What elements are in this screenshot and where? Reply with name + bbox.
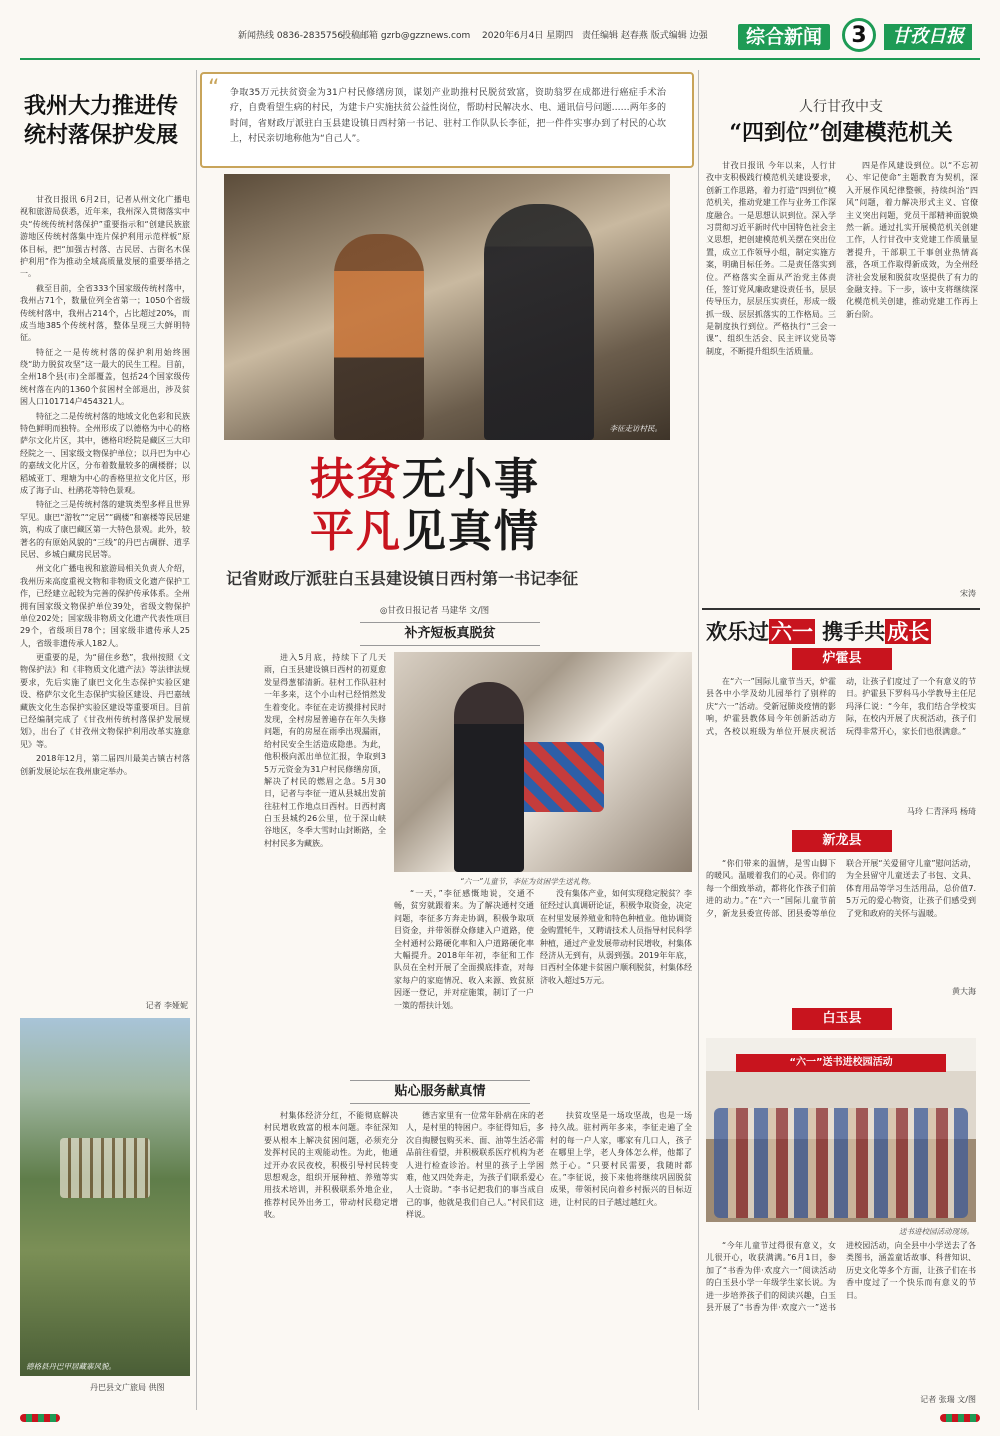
- right-top-story: [702, 70, 980, 610]
- headline-1b: 无小事: [402, 454, 540, 505]
- sub-heading-2: 贴心服务献真情: [350, 1080, 530, 1104]
- left-para: 特征之二是传统村落的地域文化色彩和民族特色鲜明而独特。全州形成了以德格为中心的格萨尔文化片区，其中，德格印经院是藏区三大印经院之一、国家级文物保护单位；以丹巴为中心的嘉绒文化片区，分布着数量较多的碉楼群；以稻城亚丁、理塘为中心的香格里拉文化片区，形成了海子山、杜鹃花等特色景观。: [20, 411, 190, 495]
- headline-2b: 见真情: [402, 506, 540, 557]
- column-divider: [698, 70, 699, 1410]
- footer-strip: [20, 1414, 980, 1424]
- feature-title-c: 携手共: [815, 619, 886, 644]
- feature-title: [706, 616, 980, 646]
- headline-line-1: [310, 454, 540, 505]
- intro-quote-icon: “: [208, 76, 220, 101]
- main-col-5: 德吉家里有一位常年卧病在床的老人，是村里的特困户。李征得知后，多次自掏腰包购买米、面、油等生活必需品前往看望，并积极联系医疗机构为老人进行检查诊治。村里的孩子上学困难，他又四处奔走，为孩子们联系爱心人士资助。“李书记把我们的事当成自己的事，他就是我们自己人。”村民们这样说。: [406, 1111, 544, 1220]
- header-date: 2020年6月4日 星期四: [482, 31, 574, 41]
- luhuo-text: 在“六一”国际儿童节当天，炉霍县各中小学及幼儿园举行了别样的庆“六一”活动。受新冠肺炎疫情的影响，炉霍县教体局今年创新活动方式，各校以班级为单位开展庆祝活动，让孩子们度过了一个有意义的节日。护霍县下罗科马小学教导主任尼玛泽仁说：“今年，我们结合学校实际，在校内开展了庆祝活动，孩子们玩得非常开心，家长们也很满意。”: [706, 677, 976, 736]
- baiyu-photo: [706, 1038, 976, 1222]
- right-top-col-1: 甘孜日报讯 今年以来，人行甘孜中支积极践行模范机关建设要求，创新工作思路，着力打造“四到位”模范机关，推动党建工作与业务工作深度融合。一是思想认识到位。深入学习贯彻习近平新时代中国特色社会主义思想，把创建模范机关摆在突出位置，成立工作领导小组，制定实施方案，明确目标任务。二是责任落实到位。严格落实全面从严治党主体责任，签订党风廉政建设责任书，层层传导压力，层层压实责任，形成一级抓一级、层层抓落实的工作格局。三是制度执行到位。严格执行“三会一课”、组织生活会、民主评议党员等制度，不断提升组织生活质量。: [706, 161, 836, 356]
- left-story-title: 我州大力推进传统村落保护发展: [24, 93, 179, 148]
- footer-ornament-left: [20, 1414, 60, 1422]
- left-para: 特征之一是传统村落的保护利用始终围绕“助力脱贫攻坚”这一最大的民生工程。目前，全州18个县(市)全部覆盖，包括24个国家级传统村落在内的1360个贫困村全部退出，涉及贫困人口101714户454321人。: [20, 347, 190, 407]
- left-story: [20, 70, 190, 1410]
- photo-caption: 德格县丹巴甲居藏寨风貌。: [26, 1362, 116, 1371]
- baiyu-byline: 记者 张瑞 文/图: [920, 1395, 976, 1404]
- xinlong-text: “你们带来的温情，是雪山脚下的暖风。温暖着我们的心灵。你们的每一个细致举动，都将化作孩子们前进的动力。”在“六一”国际儿童节前夕，新龙县委宣传部、团县委等单位联合开展“关爱留守儿童”慰问活动，为全县留守儿童送去了书包、文具、体育用品等学习生活用品，总价值7.5万元的爱心物资，让孩子们感受到了党和政府的关怀与温暖。: [706, 859, 976, 918]
- page-header: [0, 0, 1000, 68]
- feature-title-d: 成长: [887, 619, 930, 644]
- main-credit: ◎甘孜日报记者 马建华 文/图: [380, 606, 490, 616]
- banner: “六一”送书进校园活动: [736, 1054, 946, 1072]
- main-col-1: 进入5月底，持续下了几天雨，白玉县建设镇日西村的初夏愈发显得葱郁清新。驻村工作队驻村一年多来，这个小山村已经悄然发生着变化。李征在走访摸排村民时发现，全村房屋普遍存在年久失修问题，有的房屋在雨季出现漏雨，给村民安全生活造成隐患。为此，他积极向派出单位汇报，争取到35万元资金为31户村民修缮房顶，解决了村民的燃眉之急。5月30日，记者与李征一道从县城出发前往驻村工作地点日西村。日西村离白玉县城约26公里，位于深山峡谷地区，冬季大雪时山封断路，全村村民多为藏族。: [264, 653, 386, 848]
- section-head-baiyu: 白玉县: [792, 1008, 892, 1030]
- section-head-xinlong: 新龙县: [792, 830, 892, 852]
- photo2-caption: “六一”儿童节，李征为贫困学生送礼物。: [460, 877, 596, 886]
- intro-text: 争取35万元扶贫资金为31户村民修缮房顶，谋划产业助推村民脱贫致富，资助翁罗在成都进行癌症手术治疗，自费看望生病的村民，为建卡户实施扶贫公益性岗位，帮助村民解决水、电、通讯信号问题……两年多的时间，省财政厅派驻白玉县建设镇日西村第一书记、驻村工作队队长李征，把一件件实事办到了村民的心坎上，村民亲切地称他为“自己人”。: [230, 88, 666, 144]
- left-para: 更重要的是，为“留住乡愁”，我州按照《文物保护法》和《非物质文化遗产法》等法律法规要求，先后实施了康巴文化生态保护实验区建设、格萨尔文化生态保护实验区建设、丹巴嘉绒藏族文化生态保护实验区建设等重要项目。目前已经编制完成了《甘孜州传统村落保护发展规划》，出台了《甘孜州文物保护利用改革实施意见》等。: [20, 653, 190, 749]
- feature-title-a: 欢乐过: [706, 619, 769, 644]
- baiyu-photo-caption: 送书进校园活动现场。: [899, 1227, 974, 1236]
- header-rule: [20, 58, 980, 60]
- header-page-number: 3: [842, 18, 876, 52]
- left-story-photo: [20, 1018, 190, 1376]
- photo-li-zheng-visiting: [224, 174, 670, 440]
- section-head-luhuo: 炉霍县: [792, 648, 892, 670]
- footer-ornament-right: [940, 1414, 980, 1422]
- main-col-6: 扶贫攻坚是一场攻坚战，也是一场持久战。驻村两年多来，李征走遍了全村的每一户人家，哪家有几口人，孩子在哪里上学，老人身体怎么样，他都了然于心。“只要村民需要，我随时都在。”李征说，接下来他将继续巩固脱贫成果，带领村民向着乡村振兴的目标迈进，让村民的日子越过越红火。: [550, 1111, 692, 1207]
- main-col-3: 没有集体产业，如何实现稳定脱贫？李征经过认真调研论证，积极争取资金，决定在村里发展养殖业和特色种植业。他协调资金购置牦牛，又聘请技术人员指导村民科学种植，通过产业发展带动村民增收，村集体经济从无到有，从弱到强。2019年年底，日西村全体建卡贫困户顺利脱贫，村集体经济收入超过5万元。: [540, 889, 692, 985]
- main-col-2: “一天，”李征感慨地说，交通不畅，贫穷就跟着来。为了解决通村交通问题，李征多方奔走协调，积极争取项目资金，并带领群众修建入户道路，使全村通村公路硬化率和入户道路硬化率大幅提升。2018年年初，李征和工作队员在全村开展了全面摸底排查，对每家每户的家庭情况、收入来源、致贫原因逐一登记，并对症施策，制订了一户一策的帮扶计划。: [394, 889, 534, 1010]
- header-hotline: 新闻热线 0836-2835756: [238, 31, 344, 41]
- right-top-kicker: 人行甘孜中支: [799, 99, 883, 115]
- intro-box: [200, 72, 694, 168]
- children-group: [714, 1108, 968, 1218]
- photo-gift-to-students: [394, 652, 692, 872]
- feature-top-rule: [702, 608, 980, 610]
- left-para: 甘孜日报讯 6月2日，记者从州文化广播电视和旅游局获悉，近年来，我州深入贯彻落实中央“传统传统村落保护”重要指示和“创建民族旅游地区传统村落集中连片保护利用示范样板”原体目标，把“加强古村落、古民居、古街名木保护利用”作为推动全域高质量发展的重要举措之一。: [20, 195, 190, 279]
- right-bottom-feature: [702, 606, 980, 1410]
- luhuo-byline: 马玲 仁青泽玛 杨琦: [906, 807, 976, 816]
- header-section: 综合新闻: [738, 24, 830, 50]
- header-email: 投稿邮箱 gzrb@gzznews.com: [342, 31, 471, 41]
- left-para: 州文化广播电视和旅游局相关负责人介绍，我州历来高度重视文物和非物质文化遗产保护工作，已经建立起较为完善的保护传承体系。全州拥有国家级文物保护单位39处，省级文物保护单位202处；国家级非物质文化遗产代表性项目29个，省级项目78个；国家级非遗传承人25人，省级非遗传承人182人。: [20, 564, 190, 648]
- main-story: [200, 70, 694, 1410]
- left-para: 截至目前，全省333个国家级传统村落中，我州占71个，数量位列全省第一；1050个省级传统村落中，我州占214个，占比超过20%，而成当地385个传统村落，整体呈现三大鲜明特征。: [20, 283, 190, 343]
- sub-heading-1: 补齐短板真脱贫: [360, 622, 540, 646]
- right-top-byline: 宋涛: [960, 589, 976, 598]
- left-story-byline: 记者 李娅妮: [145, 1001, 188, 1010]
- left-story-body: [20, 194, 190, 992]
- headline-line-2: [310, 506, 540, 557]
- village-houses: [60, 1138, 150, 1198]
- man-figure: [484, 204, 594, 440]
- column-divider: [196, 70, 197, 1410]
- right-top-col-2: 四是作风建设到位。以“不忘初心、牢记使命”主题教育为契机，深入开展作风纪律整顿，持续纠治“四风”问题，着力解决形式主义、官僚主义突出问题，党员干部精神面貌焕然一新。通过扎实开展模范机关创建工作，人行甘孜中支党建工作质量显著提升，干部职工干事创业热情高涨，各项工作取得新成效，为全州经济社会发展和脱贫攻坚提供了有力的金融支持。下一步，该中支将继续深化模范机关创建，推动党建工作再上新台阶。: [846, 161, 978, 319]
- woman-figure: [334, 234, 424, 440]
- left-para: 2018年12月，第二届四川最美古镇古村落创新发展论坛在我州康定举办。: [20, 754, 190, 776]
- man-with-glasses: [454, 682, 524, 872]
- right-top-title: “四到位”创建模范机关: [729, 120, 953, 146]
- xinlong-byline: 黄大海: [952, 987, 976, 996]
- left-photo-credit: 丹巴县文广旅局 供图: [90, 1383, 165, 1392]
- left-para: 特征之三是传统村落的建筑类型多样且世界罕见。康巴“游牧”“定居”“碉楼”和寨楼等民居建筑，构成了康巴藏区第一大特色景观。此外，较著名的有原始风貌的“三线”的丹巴古碉群、道孚民居、乡城白藏房民居等。: [20, 500, 190, 559]
- main-col-4: 村集体经济分红，不能彻底解决村民增收致富的根本问题。李征深知要从根本上解决贫困问题，必须充分发挥村民的主观能动性。为此，他通过开办农民夜校，积极引导村民转变思想观念，组织开展种植、养殖等实用技术培训，并积极联系外地企业，推荐村民外出务工，带动村民稳定增收。: [264, 1111, 398, 1220]
- photo1-caption: 李征走访村民。: [609, 424, 662, 433]
- subheadline: 记省财政厅派驻白玉县建设镇日西村第一书记李征: [226, 569, 579, 588]
- feature-title-b: 六一: [771, 619, 813, 644]
- header-editors: 责任编辑 赵春燕 版式编辑 边强: [582, 31, 708, 41]
- headline-1a: 扶贫: [310, 454, 402, 505]
- headline-2a: 平凡: [310, 506, 402, 557]
- baiyu-text: “今年儿童节过得很有意义，女儿很开心，收获满满。”6月1日，参加了“书香为伴·欢度六一”阅读活动的白玉县小学一年级学生家长说。为进一步培养孩子们的阅读兴趣，白玉县开展了“书香为伴·欢度六一”送书进校园活动，向全县中小学送去了各类图书，涵盖童话故事、科普知识、历史文化等多个方面，让孩子们在书香中度过了一个快乐而有意义的节日。: [706, 1241, 976, 1312]
- header-paper-logo: 甘孜日报: [884, 24, 972, 50]
